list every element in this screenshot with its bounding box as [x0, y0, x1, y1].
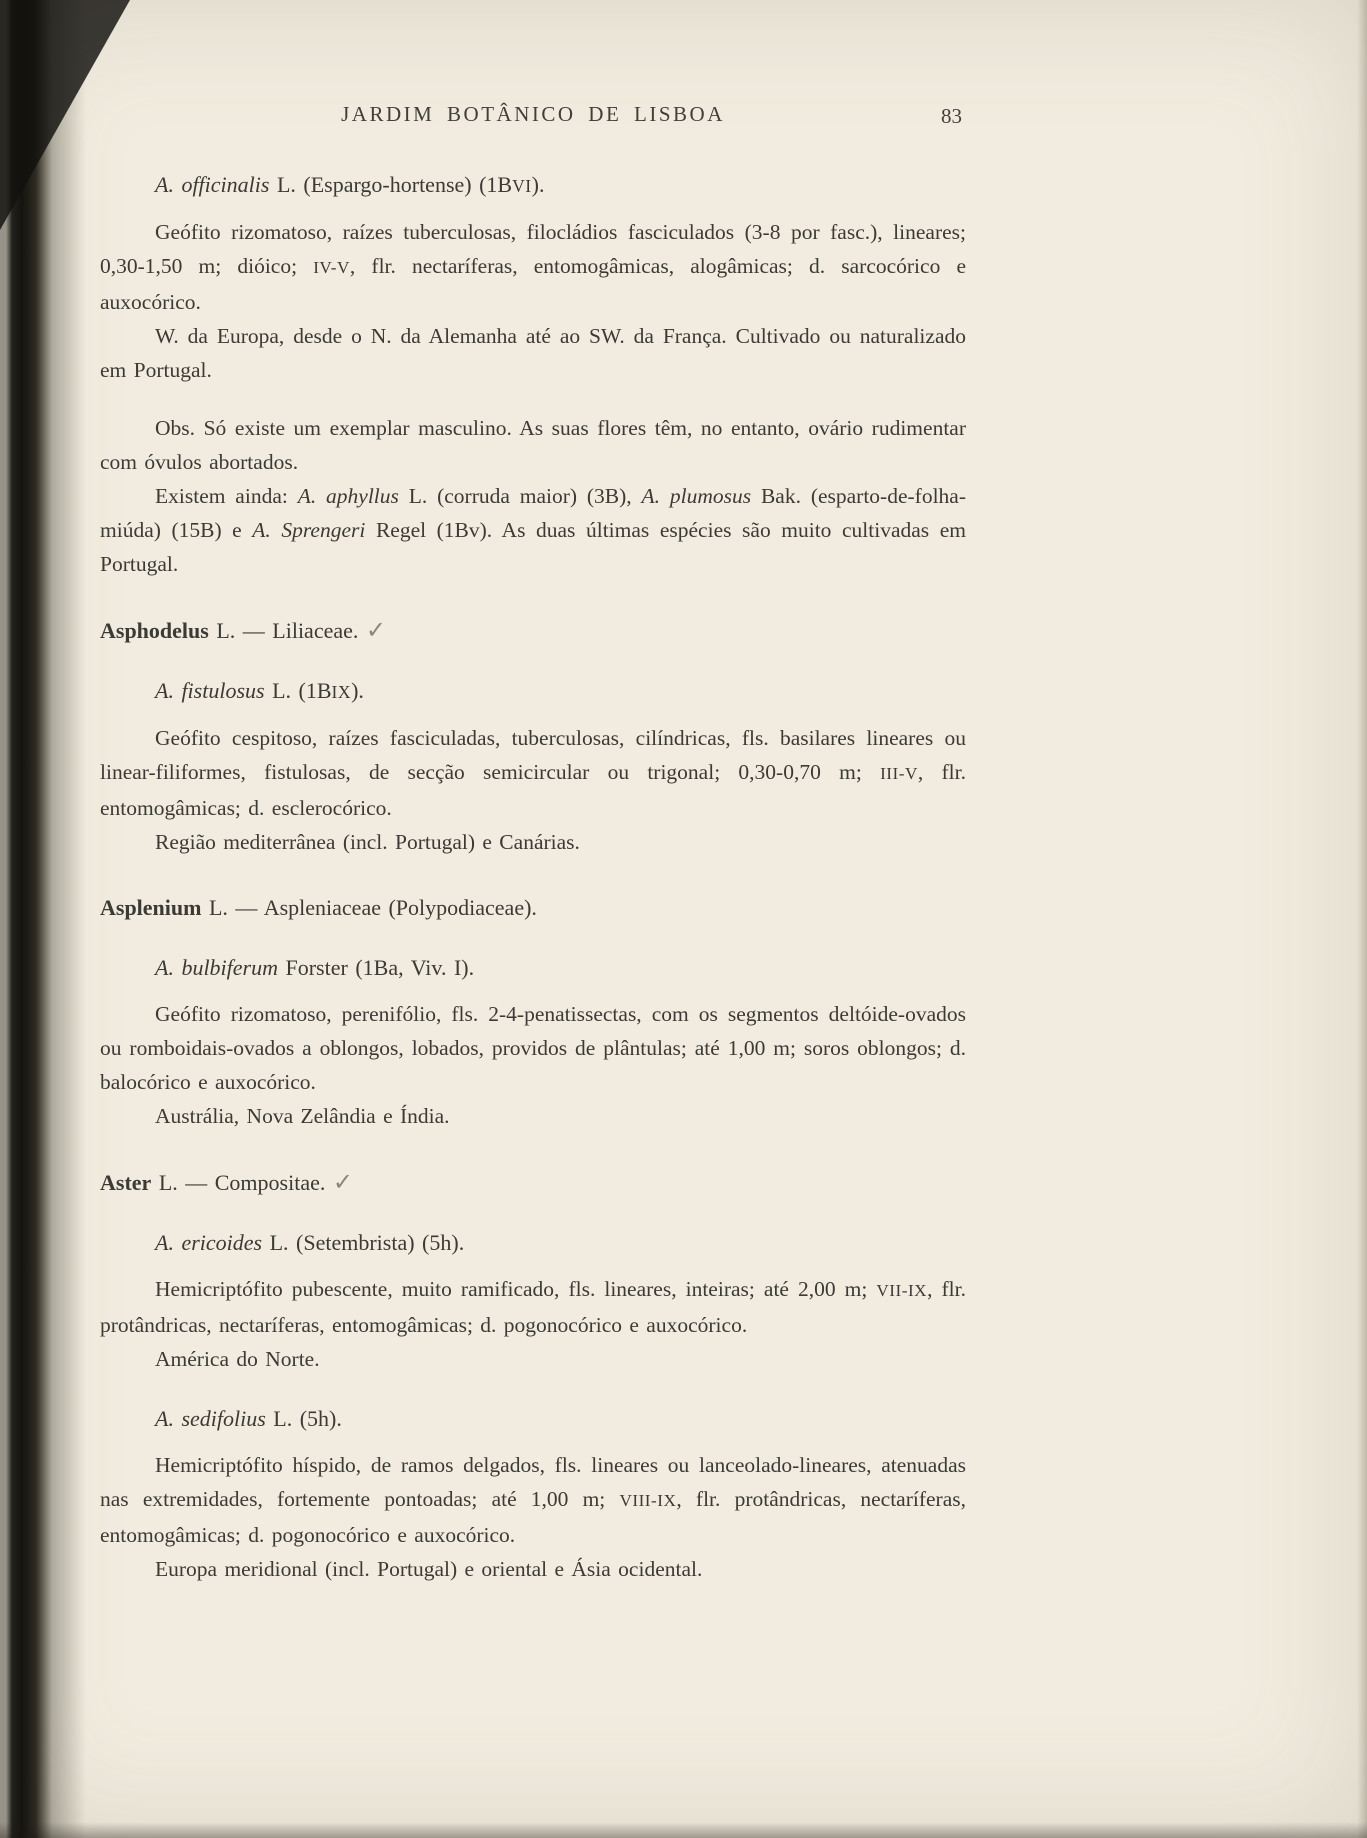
text-run: ).: [531, 172, 545, 197]
paragraph-distribution: [100, 825, 966, 859]
text-run: , flr. entomogâmicas; d. esclerocórico.: [100, 760, 966, 820]
species-heading-officinalis: [100, 168, 966, 203]
paragraph-other-species: [100, 479, 966, 581]
species-name: A. bulbiferum: [155, 955, 278, 980]
text-run: L. (5h).: [265, 1406, 342, 1431]
species-name: A. sedifolius: [155, 1406, 266, 1431]
species-heading-sedifolius: [100, 1402, 966, 1436]
running-head: [100, 102, 966, 132]
pencil-check-mark: ✓: [365, 616, 386, 644]
text-run: Geófito rizomatoso, raízes tuberculosas, filocládios fasciculados (3-8 por fasc.), lineares; 0,30-1,50 m; dióico;: [100, 220, 966, 278]
species-heading-bulbiferum: [100, 951, 966, 985]
species-name: A. Sprengeri: [252, 518, 366, 542]
paragraph-distribution: [100, 1342, 966, 1376]
page-title: JARDIM BOTÂNICO DE LISBOA: [341, 102, 725, 126]
text-run: L. (1B: [264, 678, 332, 703]
smallcaps-run: VIII-IX: [619, 1491, 677, 1510]
smallcaps-run: VII-IX: [876, 1281, 928, 1300]
text-run: Hemicriptófito pubescente, muito ramificado, fls. lineares, inteiras; até 2,00 m;: [155, 1277, 877, 1301]
text-run: L. (corruda maior) (3B),: [398, 484, 642, 508]
genus-name: Aster: [100, 1170, 152, 1195]
paragraph-description: [100, 215, 966, 319]
species-heading-ericoides: [100, 1226, 966, 1260]
text-run: Bak. (esparto-de-folha-miúda) (15B) e: [100, 484, 967, 542]
pencil-check-mark: ✓: [332, 1168, 353, 1196]
paragraph-distribution: [100, 1099, 966, 1133]
genus-heading-asplenium: [100, 891, 966, 925]
smallcaps-run: VI: [512, 176, 532, 196]
text-run: América do Norte.: [155, 1347, 320, 1371]
text-run: Obs. Só existe um exemplar masculino. As suas flores têm, no entanto, ovário rudimentar com óvulos abortados.: [100, 416, 966, 474]
text-run: Regel (1Bv). As duas últimas espécies são muito cultivadas em Portugal.: [100, 518, 966, 576]
paragraph-description: [100, 1272, 966, 1342]
text-run: L. — Aspleniaceae (Polypodiaceae).: [201, 895, 537, 920]
species-heading-fistulosus: [100, 674, 966, 709]
species-name: A. plumosus: [641, 484, 752, 508]
text-run: L. — Compositae.: [151, 1170, 333, 1195]
paragraph-description: [100, 721, 966, 825]
species-name: A. aphyllus: [297, 484, 399, 508]
book-binding-shadow: [0, 0, 86, 1838]
paragraph-distribution: [100, 319, 966, 387]
paragraph-description: [100, 1448, 966, 1552]
text-run: L. — Liliaceae.: [208, 618, 366, 643]
text-run: Austrália, Nova Zelândia e Índia.: [155, 1104, 450, 1128]
text-run: L. (Setembrista) (5h).: [262, 1230, 465, 1255]
paragraph-description: [100, 997, 966, 1099]
text-run: L. (Espargo-hortense) (1B: [269, 172, 513, 197]
smallcaps-run: IV-V: [313, 258, 350, 277]
genus-heading-asphodelus: [100, 613, 966, 648]
species-name: A. ericoides: [155, 1230, 263, 1255]
text-run: Região mediterrânea (incl. Portugal) e Canárias.: [155, 830, 580, 854]
genus-name: Asphodelus: [100, 618, 209, 643]
smallcaps-run: III-V: [880, 764, 918, 783]
text-column: [100, 0, 966, 1586]
text-run: Forster (1Ba, Viv. I).: [278, 955, 475, 980]
text-run: ).: [351, 678, 364, 703]
page-number: 83: [941, 104, 962, 128]
text-run: Geófito rizomatoso, perenifólio, fls. 2-4-penatissectas, com os segmentos deltóide-ovados ou romboidais-ovados a oblongos, lobados, providos de plântulas; até 1,00 m; soros oblongos; d. balocórico e auxocórico.: [100, 1002, 966, 1094]
text-run: , flr. protândricas, nectaríferas, entomogâmicas; d. pogonocórico e auxocórico.: [100, 1487, 966, 1547]
body-text: [100, 168, 966, 1586]
species-name: A. fistulosus: [155, 678, 265, 703]
text-run: Hemicriptófito híspido, de ramos delgados, fls. lineares ou lanceolado-lineares, atenuadas nas extremidades, fortemente pontoadas; até 1,00 m;: [100, 1453, 966, 1511]
page-right-shadow: [1357, 0, 1367, 1838]
paragraph-obs: [100, 411, 966, 479]
text-run: , flr. protândricas, nectaríferas, entomogâmicas; d. pogonocórico e auxocórico.: [100, 1277, 966, 1337]
genus-heading-aster: [100, 1165, 966, 1200]
text-run: W. da Europa, desde o N. da Alemanha até ao SW. da França. Cultivado ou naturalizado em Portugal.: [100, 324, 966, 382]
smallcaps-run: IX: [331, 682, 352, 702]
text-run: Geófito cespitoso, raízes fasciculadas, tuberculosas, cilíndricas, fls. basilares lineares ou linear-filiformes, fistulosas, de secção semicircular ou trigonal; 0,30-0,70 m;: [100, 726, 966, 784]
text-run: , flr. nectaríferas, entomogâmicas, alogâmicas; d. sarcocórico e auxocórico.: [100, 254, 966, 314]
text-run: Existem ainda:: [155, 484, 298, 508]
paragraph-distribution: [100, 1552, 966, 1586]
species-name: A. officinalis: [155, 172, 270, 197]
text-run: Europa meridional (incl. Portugal) e oriental e Ásia ocidental.: [155, 1557, 703, 1581]
genus-name: Asplenium: [100, 895, 202, 920]
page-bottom-shadow: [0, 1822, 1367, 1838]
